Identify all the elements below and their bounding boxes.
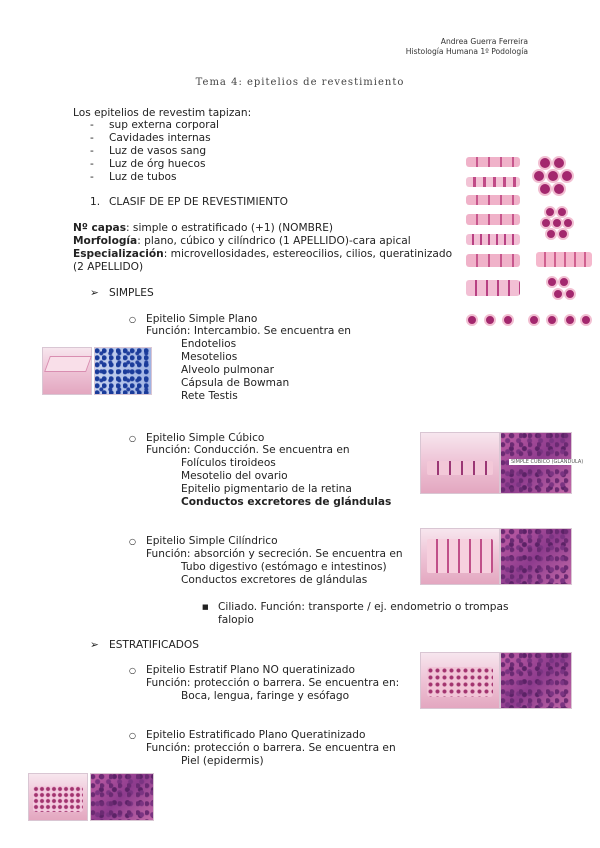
section-number: 1. — [90, 196, 101, 208]
intro-dash: - — [90, 158, 94, 170]
plano-func: Función: Intercambio. Se encuentra en — [146, 325, 352, 337]
cubico-place: Epitelio pigmentario de la retina — [181, 483, 352, 495]
simple-cuboidal-diagram — [420, 432, 500, 494]
simples-heading: SIMPLES — [109, 287, 154, 299]
no-queratinizado-func: Función: protección o barrera. Se encuentra en: — [146, 677, 400, 689]
criteria-especializacion — [73, 248, 452, 261]
cubico-func: Función: Conducción. Se encuentra en — [146, 444, 350, 456]
epithelium-types-diagram — [460, 150, 595, 332]
diagram-cells — [427, 539, 493, 573]
queratinizado-func: Función: protección o barrera. Se encuentra en — [146, 742, 396, 754]
cubico-place: Folículos tiroideos — [181, 457, 276, 469]
intro-dash: - — [90, 132, 94, 144]
intro-item: sup externa corporal — [109, 119, 219, 131]
ciliado-text-cont: falopio — [218, 614, 254, 626]
circle-bullet: ○ — [129, 315, 136, 324]
stratified-nonkeratinized-diagram — [420, 652, 500, 709]
no-queratinizado-name: Epitelio Estratif Plano NO queratinizado — [146, 664, 356, 676]
capas-label: Nº capas — [73, 222, 126, 234]
diagram-strip — [536, 250, 592, 268]
circle-bullet: ○ — [129, 434, 136, 443]
ciliado-text: Ciliado. Función: transporte / ej. endometrio o trompas — [218, 601, 509, 613]
page-title: Tema 4: epitelios de revestimiento — [195, 77, 405, 88]
cilindrico-place: Tubo digestivo (estómago e intestinos) — [181, 561, 387, 573]
square-bullet: ■ — [202, 603, 209, 611]
capas-text: : simple o estratificado (+1) (NOMBRE) — [126, 222, 334, 234]
stratified-nonkeratinized-micrograph — [500, 652, 572, 709]
intro-lead: Los epitelios de revestim tapizan: — [73, 107, 252, 119]
diagram-strip — [462, 194, 524, 206]
diagram-cells — [427, 667, 493, 697]
diagram-surface — [44, 356, 92, 372]
simple-columnar-micrograph — [500, 528, 572, 585]
plano-place: Cápsula de Bowman — [181, 377, 290, 389]
circle-bullet: ○ — [129, 731, 136, 740]
simple-squamous-diagram — [42, 347, 92, 395]
diagram-strip — [462, 308, 592, 330]
diagram-cell-cluster — [544, 276, 578, 302]
diagram-strip — [462, 252, 524, 268]
diagram-strip — [462, 176, 524, 188]
diagram-strip — [462, 278, 524, 298]
intro-item: Luz de órg huecos — [109, 158, 206, 170]
cubico-place: Mesotelio del ovario — [181, 470, 288, 482]
diagram-strip — [462, 212, 524, 226]
intro-dash: - — [90, 119, 94, 131]
diagram-strip — [462, 232, 524, 246]
course-name: Histología Humana 1º Podología — [405, 47, 528, 56]
diagram-cells — [427, 461, 493, 475]
cubico-name: Epitelio Simple Cúbico — [146, 432, 265, 444]
diagram-cell-cluster — [540, 206, 574, 240]
plano-place: Alveolo pulmonar — [181, 364, 274, 376]
intro-dash: - — [90, 145, 94, 157]
morf-text: : plano, cúbico y cilíndrico (1 APELLIDO)-cara apical — [137, 235, 411, 247]
simple-columnar-diagram — [420, 528, 500, 585]
morf-label: Morfología — [73, 235, 138, 247]
cilindrico-name: Epitelio Simple Cilíndrico — [146, 535, 278, 547]
plano-place: Mesotelios — [181, 351, 238, 363]
stratified-keratinized-micrograph — [90, 773, 154, 821]
diagram-strip — [462, 156, 524, 168]
arrow-bullet: ➢ — [90, 639, 99, 651]
intro-item: Luz de vasos sang — [109, 145, 207, 157]
cilindrico-place: Conductos excretores de glándulas — [181, 574, 368, 586]
simple-squamous-micrograph — [94, 347, 152, 395]
criteria-morfologia — [73, 235, 411, 248]
no-queratinizado-places: Boca, lengua, faringe y esófago — [181, 690, 350, 702]
micrograph-label: SIMPLE CÚBICO (GLÁNDULA) — [511, 459, 584, 465]
diagram-cell-cluster — [532, 154, 572, 196]
espec-text: : microvellosidades, estereocilios, cilios, queratinizado — [163, 248, 453, 260]
cubico-place-bold: Conductos excretores de glándulas — [181, 496, 392, 508]
intro-dash: - — [90, 171, 94, 183]
section-heading: CLASIF DE EP DE REVESTIMIENTO — [109, 196, 288, 208]
queratinizado-name: Epitelio Estratificado Plano Queratinizado — [146, 729, 366, 741]
criteria-capas — [73, 222, 333, 235]
intro-item: Cavidades internas — [109, 132, 211, 144]
plano-name: Epitelio Simple Plano — [146, 313, 258, 325]
arrow-bullet: ➢ — [90, 287, 99, 299]
plano-place: Endotelios — [181, 338, 237, 350]
simple-cuboidal-micrograph — [500, 432, 584, 494]
stratified-keratinized-diagram — [28, 773, 88, 821]
cilindrico-func: Función: absorción y secreción. Se encuentra en — [146, 548, 403, 560]
circle-bullet: ○ — [129, 537, 136, 546]
estratificados-heading: ESTRATIFICADOS — [109, 639, 199, 651]
plano-place: Rete Testis — [181, 390, 238, 402]
queratinizado-places: Piel (epidermis) — [181, 755, 264, 767]
circle-bullet: ○ — [129, 666, 136, 675]
intro-item: Luz de tubos — [109, 171, 177, 183]
author-name: Andrea Guerra Ferreira — [440, 37, 528, 46]
diagram-cells — [33, 786, 83, 812]
criteria-especializacion-cont: (2 APELLIDO) — [73, 261, 144, 273]
espec-label: Especialización — [73, 248, 164, 260]
